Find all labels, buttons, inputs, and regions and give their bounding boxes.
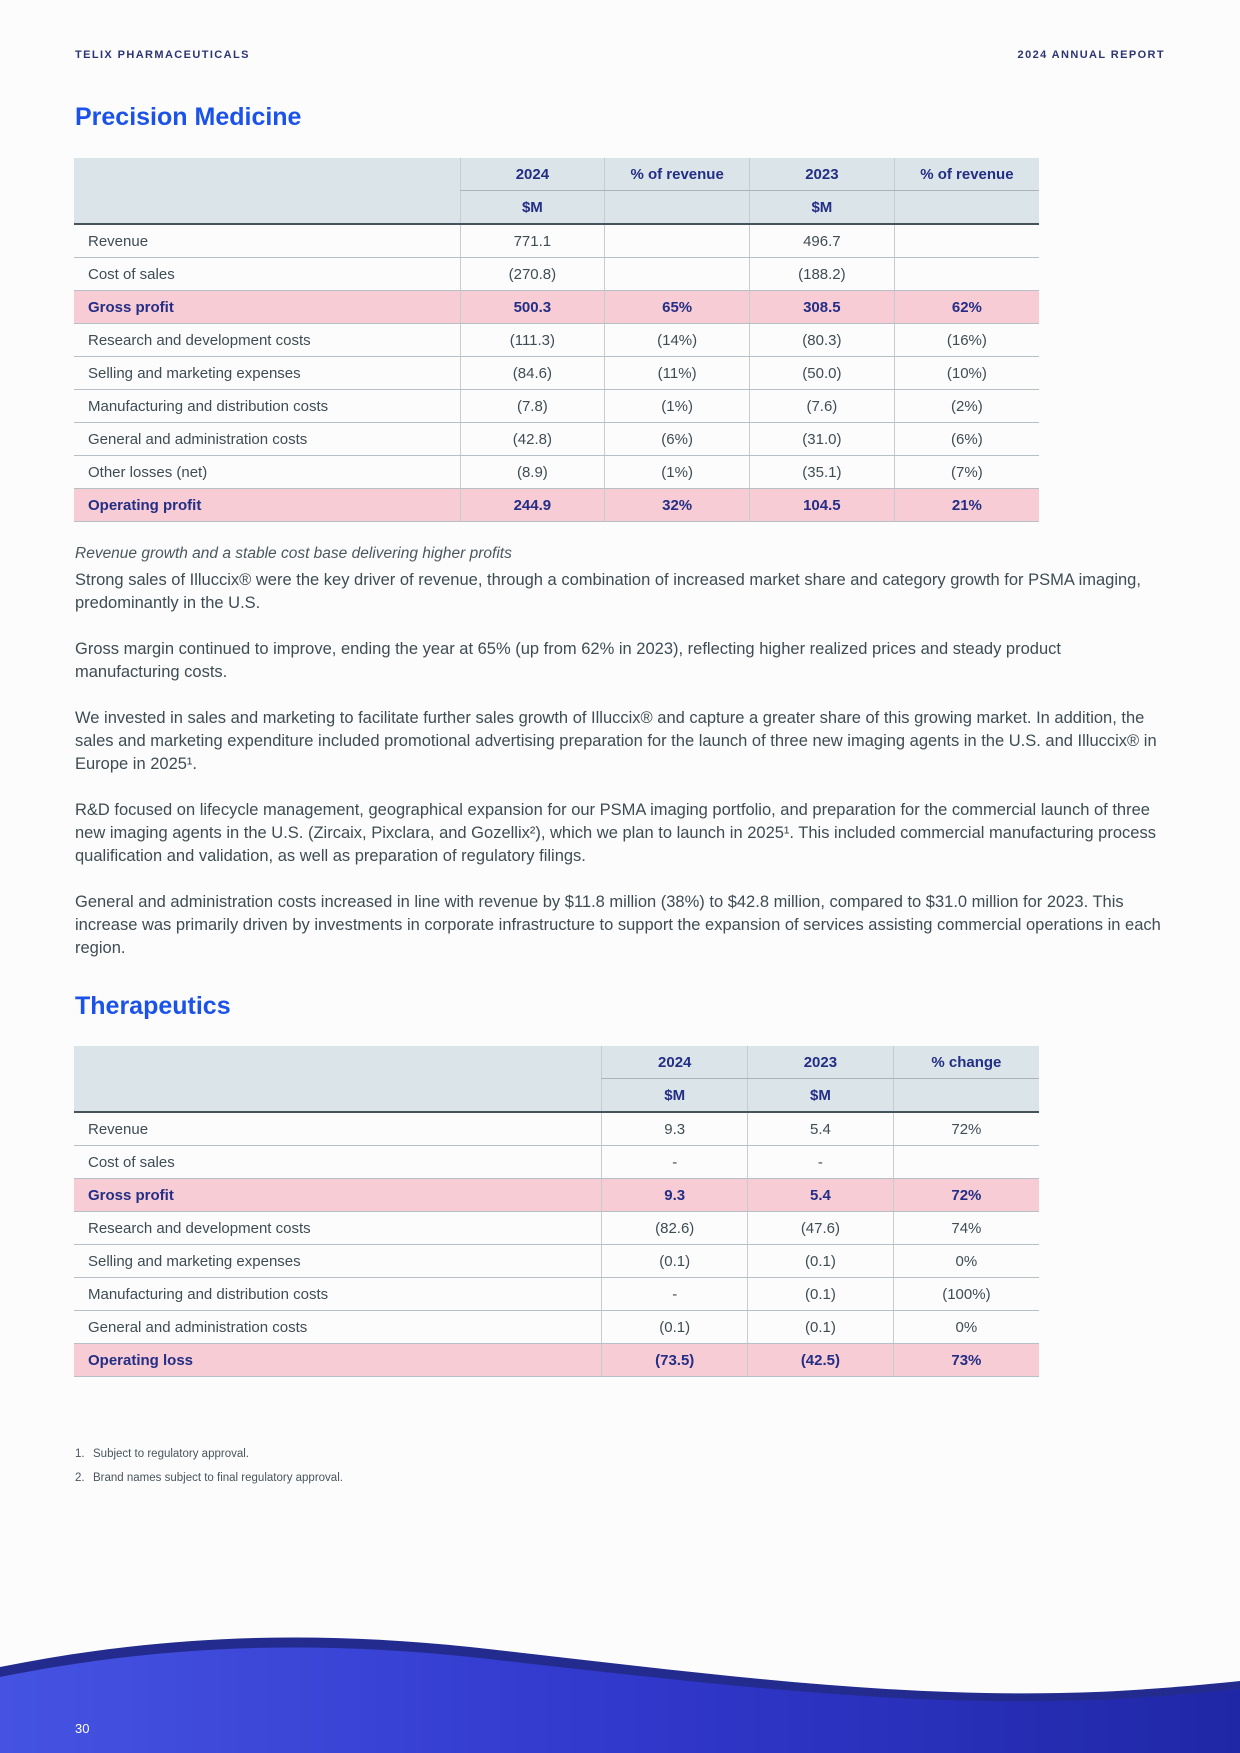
column-header: 2024 — [602, 1046, 748, 1079]
cell-value: 65% — [605, 291, 750, 324]
row-label: Revenue — [74, 1112, 602, 1146]
table-row — [74, 1112, 1039, 1146]
cell-value: - — [748, 1146, 894, 1179]
cell-value — [894, 258, 1039, 291]
footnote-marker: 1. — [75, 1448, 85, 1460]
row-label: Other losses (net) — [74, 456, 460, 489]
section-title-precision-medicine: Precision Medicine — [75, 103, 302, 131]
table-row — [74, 1212, 1039, 1245]
cell-value: 5.4 — [748, 1179, 894, 1212]
table-row — [74, 390, 1039, 423]
table-row-highlighted — [74, 1344, 1039, 1377]
cell-value: (2%) — [894, 390, 1039, 423]
cell-value: 244.9 — [460, 489, 605, 522]
cell-value: (6%) — [894, 423, 1039, 456]
unit-header: $M — [750, 191, 895, 225]
cell-value: (73.5) — [602, 1344, 748, 1377]
cell-value: (35.1) — [750, 456, 895, 489]
cell-value: (47.6) — [748, 1212, 894, 1245]
row-label: Gross profit — [74, 291, 460, 324]
therapeutics-table — [74, 1046, 1039, 1377]
table-row-highlighted — [74, 1179, 1039, 1212]
cell-value: (7.6) — [750, 390, 895, 423]
table-row — [74, 1278, 1039, 1311]
footnote-2 — [75, 1472, 343, 1484]
cell-value: 73% — [893, 1344, 1039, 1377]
table-corner-cell — [74, 158, 460, 224]
table-row — [74, 1146, 1039, 1179]
cell-value: 771.1 — [460, 224, 605, 258]
unit-header: $M — [748, 1079, 894, 1113]
cell-value: (1%) — [605, 390, 750, 423]
section-title-therapeutics: Therapeutics — [75, 992, 231, 1020]
cell-value: - — [602, 1278, 748, 1311]
table-corner-cell — [74, 1046, 602, 1112]
cell-value: (0.1) — [748, 1311, 894, 1344]
cell-value: 21% — [894, 489, 1039, 522]
unit-header — [894, 191, 1039, 225]
unit-header — [893, 1079, 1039, 1113]
header-report-title: 2024 ANNUAL REPORT — [1017, 49, 1165, 61]
cell-value: 308.5 — [750, 291, 895, 324]
row-label: Revenue — [74, 224, 460, 258]
table-row — [74, 423, 1039, 456]
cell-value: 5.4 — [748, 1112, 894, 1146]
cell-value — [893, 1146, 1039, 1179]
page-number: 30 — [75, 1721, 90, 1736]
cell-value: (1%) — [605, 456, 750, 489]
cell-value: (14%) — [605, 324, 750, 357]
footer-wave-graphic — [0, 1593, 1240, 1753]
page-header — [0, 0, 1240, 61]
row-label: Research and development costs — [74, 324, 460, 357]
cell-value: (7%) — [894, 456, 1039, 489]
footnote-marker: 2. — [75, 1472, 85, 1484]
paragraph: Strong sales of Illuccix® were the key driver of revenue, through a combination of increased market share and category growth for PSMA imaging, predominantly in the U.S. — [75, 571, 1141, 612]
cell-value: 0% — [893, 1311, 1039, 1344]
precision-medicine-table — [74, 158, 1039, 522]
cell-value: (100%) — [893, 1278, 1039, 1311]
row-label: General and administration costs — [74, 1311, 602, 1344]
cell-value: 9.3 — [602, 1179, 748, 1212]
cell-value: (0.1) — [748, 1278, 894, 1311]
row-label: Manufacturing and distribution costs — [74, 1278, 602, 1311]
column-header: % change — [893, 1046, 1039, 1079]
cell-value — [894, 224, 1039, 258]
cell-value: 9.3 — [602, 1112, 748, 1146]
cell-value: - — [602, 1146, 748, 1179]
unit-header: $M — [460, 191, 605, 225]
cell-value: 496.7 — [750, 224, 895, 258]
table-row-highlighted — [74, 489, 1039, 522]
cell-value: 62% — [894, 291, 1039, 324]
row-label: Cost of sales — [74, 258, 460, 291]
cell-value: (84.6) — [460, 357, 605, 390]
cell-value — [605, 258, 750, 291]
table-row — [74, 1245, 1039, 1278]
cell-value: 32% — [605, 489, 750, 522]
column-header: % of revenue — [605, 158, 750, 191]
table-row — [74, 258, 1039, 291]
cell-value: (31.0) — [750, 423, 895, 456]
column-header: 2023 — [748, 1046, 894, 1079]
row-label: Manufacturing and distribution costs — [74, 390, 460, 423]
row-label: Gross profit — [74, 1179, 602, 1212]
footnote-1 — [75, 1448, 343, 1460]
cell-value: (0.1) — [602, 1311, 748, 1344]
cell-value: 104.5 — [750, 489, 895, 522]
table-row — [74, 456, 1039, 489]
cell-value: (188.2) — [750, 258, 895, 291]
row-label: Selling and marketing expenses — [74, 357, 460, 390]
cell-value: (16%) — [894, 324, 1039, 357]
cell-value: 74% — [893, 1212, 1039, 1245]
cell-value: (6%) — [605, 423, 750, 456]
unit-header — [605, 191, 750, 225]
table-row-highlighted — [74, 291, 1039, 324]
paragraph: Gross margin continued to improve, ending the year at 65% (up from 62% in 2023), reflecting higher realized prices and steady product manufacturing costs. — [75, 640, 1061, 681]
cell-value: (0.1) — [748, 1245, 894, 1278]
cell-value: (7.8) — [460, 390, 605, 423]
column-header: % of revenue — [894, 158, 1039, 191]
cell-value: (42.5) — [748, 1344, 894, 1377]
column-header: 2023 — [750, 158, 895, 191]
row-label: Selling and marketing expenses — [74, 1245, 602, 1278]
cell-value: (42.8) — [460, 423, 605, 456]
row-label: Operating profit — [74, 489, 460, 522]
cell-value: 0% — [893, 1245, 1039, 1278]
unit-header: $M — [602, 1079, 748, 1113]
row-label: General and administration costs — [74, 423, 460, 456]
cell-value: 72% — [893, 1112, 1039, 1146]
cell-value: (270.8) — [460, 258, 605, 291]
cell-value: 72% — [893, 1179, 1039, 1212]
footnote-text: Brand names subject to final regulatory approval. — [93, 1472, 343, 1484]
cell-value: (50.0) — [750, 357, 895, 390]
table-caption-italic: Revenue growth and a stable cost base delivering higher profits — [75, 545, 512, 562]
column-header: 2024 — [460, 158, 605, 191]
table-row — [74, 224, 1039, 258]
cell-value: (8.9) — [460, 456, 605, 489]
table-row — [74, 324, 1039, 357]
cell-value: 500.3 — [460, 291, 605, 324]
cell-value: (82.6) — [602, 1212, 748, 1245]
footnote-text: Subject to regulatory approval. — [93, 1448, 249, 1460]
cell-value: (10%) — [894, 357, 1039, 390]
paragraph: General and administration costs increased in line with revenue by $11.8 million (38%) to $42.8 million, compared to $31.0 million for 2023. This increase was primarily driven by investments in corporate infrastructure to support the expansion of services assisting commercial operations in each region. — [75, 893, 1161, 957]
cell-value: (111.3) — [460, 324, 605, 357]
cell-value: (0.1) — [602, 1245, 748, 1278]
table-row — [74, 1311, 1039, 1344]
cell-value: (11%) — [605, 357, 750, 390]
row-label: Research and development costs — [74, 1212, 602, 1245]
cell-value — [605, 224, 750, 258]
paragraph: R&D focused on lifecycle management, geographical expansion for our PSMA imaging portfolio, and preparation for the commercial launch of three new imaging agents in the U.S. (Zircaix, Pixclara, and Gozellix²), which we plan to launch in 2025¹. This included commercial manufacturing process qualification and validation, as well as preparation of regulatory filings. — [75, 801, 1156, 865]
footnotes — [75, 1448, 343, 1496]
cell-value: (80.3) — [750, 324, 895, 357]
row-label: Operating loss — [74, 1344, 602, 1377]
row-label: Cost of sales — [74, 1146, 602, 1179]
header-company-name: TELIX PHARMACEUTICALS — [75, 49, 250, 61]
paragraph: We invested in sales and marketing to facilitate further sales growth of Illuccix® and capture a greater share of this growing market. In addition, the sales and marketing expenditure included promotional advertising preparation for the launch of three new imaging agents in the U.S. and Illuccix® in Europe in 2025¹. — [75, 709, 1157, 773]
table-row — [74, 357, 1039, 390]
